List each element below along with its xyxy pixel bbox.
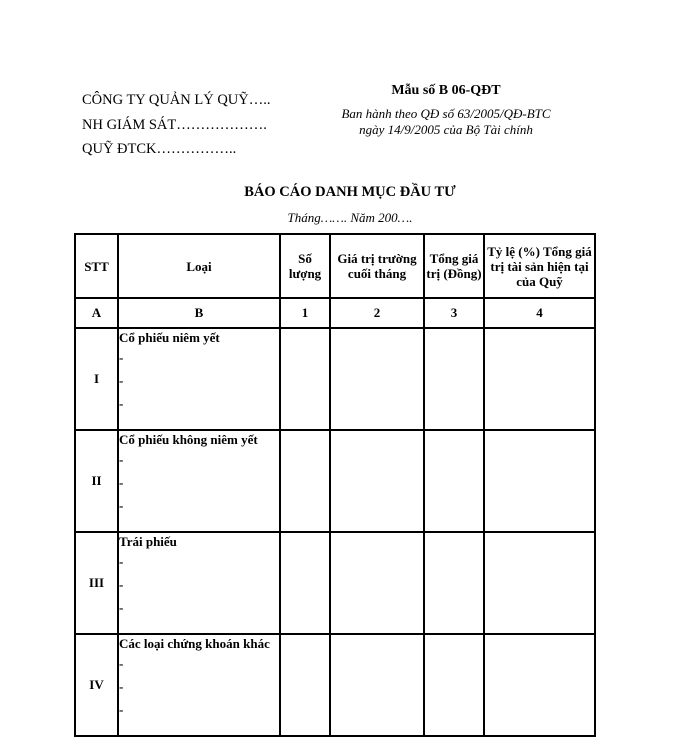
section-number: III: [75, 532, 118, 634]
section-type-cell: [118, 634, 280, 736]
section-name: Trái phiếu: [119, 534, 177, 549]
section-name: Các loại chứng khoán khác: [119, 636, 270, 651]
ratio-cell: [484, 328, 595, 430]
item-dash: -: [119, 702, 124, 717]
col-header-market-value: Giá trị trường cuối tháng: [330, 234, 424, 298]
col-header-type: Loại: [118, 234, 280, 298]
ratio-cell: [484, 532, 595, 634]
column-letter: 4: [484, 298, 595, 328]
market-value-cell: [330, 532, 424, 634]
section-type-cell: [118, 328, 280, 430]
item-dash: -: [119, 396, 124, 411]
column-letter: 3: [424, 298, 484, 328]
item-dash: -: [119, 475, 124, 490]
table-row: [75, 532, 595, 634]
item-dash: -: [119, 498, 124, 513]
section-name: Cổ phiếu không niêm yết: [119, 432, 258, 447]
item-dash: -: [119, 452, 124, 467]
company-name: CÔNG TY QUẢN LÝ QUỸ…..: [82, 92, 271, 108]
section-name: Cổ phiếu niêm yết: [119, 330, 220, 345]
column-letter: 2: [330, 298, 424, 328]
item-dash: -: [119, 600, 124, 615]
issued-line-1: Ban hành theo QĐ số 63/2005/QĐ-BTC: [341, 106, 551, 121]
col-header-ratio: Tỷ lệ (%) Tổng giá trị tài sản hiện tại của Quỹ: [484, 234, 595, 298]
company-info-block: [82, 88, 271, 162]
quantity-cell: [280, 532, 330, 634]
column-letter: 1: [280, 298, 330, 328]
table-row: [75, 634, 595, 736]
item-dash: -: [119, 350, 124, 365]
ratio-cell: [484, 634, 595, 736]
section-number: IV: [75, 634, 118, 736]
section-number: I: [75, 328, 118, 430]
item-dash: -: [119, 554, 124, 569]
table-row: [75, 430, 595, 532]
investment-portfolio-table: [74, 233, 596, 737]
total-value-cell: [424, 532, 484, 634]
column-letter: A: [75, 298, 118, 328]
table-header-row: [75, 234, 595, 298]
column-letter-row: [75, 298, 595, 328]
form-number: Mẫu số B 06-QĐT: [391, 83, 501, 98]
market-value-cell: [330, 328, 424, 430]
ratio-cell: [484, 430, 595, 532]
item-dash: -: [119, 679, 124, 694]
column-letter: B: [118, 298, 280, 328]
col-header-quantity: Số lượng: [280, 234, 330, 298]
section-type-cell: [118, 430, 280, 532]
section-type-cell: [118, 532, 280, 634]
market-value-cell: [330, 430, 424, 532]
col-header-total-value: Tổng giá trị (Đồng): [424, 234, 484, 298]
fund-name: QUỸ ĐTCK……………..: [82, 141, 237, 157]
form-info-block: [318, 82, 574, 138]
section-number: II: [75, 430, 118, 532]
report-title: BÁO CÁO DANH MỤC ĐẦU TƯ: [244, 184, 456, 200]
table-row: [75, 328, 595, 430]
quantity-cell: [280, 634, 330, 736]
issued-line-2: ngày 14/9/2005 của Bộ Tài chính: [359, 122, 533, 137]
item-dash: -: [119, 656, 124, 671]
quantity-cell: [280, 328, 330, 430]
report-period: Tháng……. Năm 200….: [287, 210, 413, 225]
item-dash: -: [119, 373, 124, 388]
market-value-cell: [330, 634, 424, 736]
item-dash: -: [119, 577, 124, 592]
total-value-cell: [424, 634, 484, 736]
quantity-cell: [280, 430, 330, 532]
supervisor-bank: NH GIÁM SÁT……………….: [82, 116, 267, 133]
total-value-cell: [424, 328, 484, 430]
col-header-stt: STT: [75, 234, 118, 298]
total-value-cell: [424, 430, 484, 532]
